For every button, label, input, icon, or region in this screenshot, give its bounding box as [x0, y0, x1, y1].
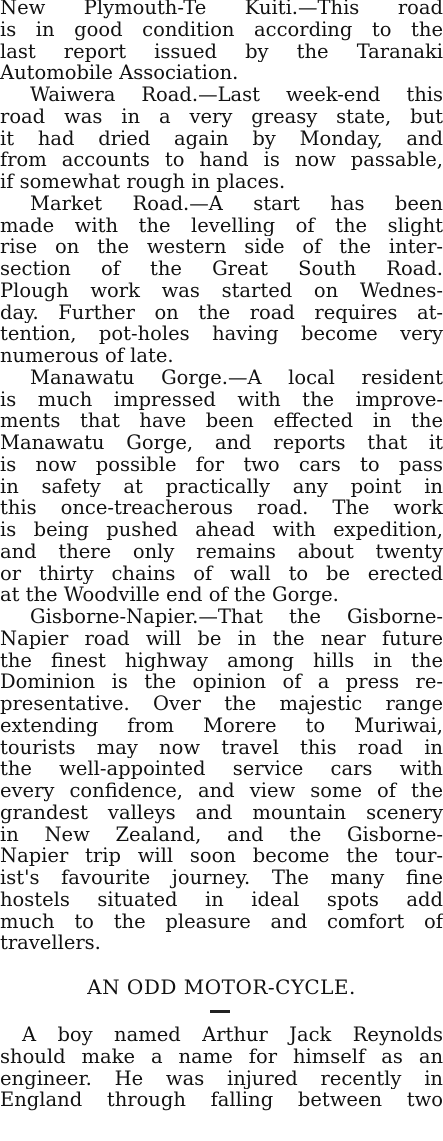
text-line: much to the pleasure and comfort of [0, 910, 443, 933]
text-line: grandest valleys and mountain scenery [0, 801, 443, 824]
text-line: travellers. [0, 932, 101, 954]
text-line: tention, pot-holes having become very [0, 323, 443, 345]
paragraph-gisborne-napier [0, 606, 443, 954]
text-line: this once-treacherous road. The work [0, 497, 443, 519]
text-line: should make a name for himself as an [0, 1045, 443, 1068]
text-line: Napier road will be in the near future [0, 627, 443, 650]
paragraph-manawatu-gorge [0, 367, 443, 606]
paragraph-motor-cycle [0, 1024, 443, 1111]
divider-rule [210, 1010, 230, 1013]
text-line: Automobile Association. [0, 62, 239, 84]
text-line: Gisborne-Napier.—That the Gisborne- [30, 606, 443, 628]
text-line: the finest highway among hills in the [0, 649, 443, 672]
text-line: ments that have been effected in the [0, 410, 443, 432]
paragraph-waiwera-road [0, 84, 443, 193]
text-line: the well-appointed service cars with [0, 758, 443, 780]
text-line: A boy named Arthur Jack Reynolds [22, 1024, 443, 1046]
text-line: is now possible for two cars to pass [0, 453, 443, 476]
text-line: ist's favourite journey. The many fine [0, 867, 443, 889]
text-line: Manawatu Gorge, and reports that it [0, 432, 443, 454]
text-line: hostels situated in ideal spots add [0, 888, 443, 911]
text-line: Dominion is the opinion of a press re- [0, 671, 443, 693]
text-line: numerous of late. [0, 345, 174, 367]
text-line: Napier trip will soon become the tour- [0, 845, 443, 867]
article-heading: AN ODD MOTOR-CYCLE. [87, 975, 356, 999]
paragraph-market-road [0, 193, 443, 367]
text-line: Manawatu Gorge.—A local resident [30, 366, 443, 389]
text-line: it had dried again by Monday, and [0, 127, 443, 150]
text-line: is in good condition according to the [0, 18, 443, 41]
text-line: last report issued by the Taranaki [0, 40, 443, 63]
text-line: at the Woodville end of the Gorge. [0, 584, 339, 606]
text-line: if somewhat rough in places. [0, 171, 286, 193]
text-line: section of the Great South Road. [0, 258, 443, 280]
text-line: day. Further on the road requires at- [0, 301, 443, 324]
text-line: every confidence, and view some of the [0, 780, 443, 802]
text-line: Market Road.—A start has been [30, 192, 443, 215]
text-line: made with the levelling of the slight [0, 214, 443, 237]
text-line: is much impressed with the improve- [0, 388, 443, 411]
paragraph-new-plymouth [0, 0, 443, 84]
text-line: New Plymouth-Te Kuiti.—This road [0, 0, 443, 19]
text-line: in safety at practically any point in [0, 475, 443, 498]
text-line: is being pushed ahead with expedition, [0, 519, 443, 541]
text-line: Plough work was started on Wednes- [0, 279, 443, 302]
text-line: Waiwera Road.—Last week-end this [30, 84, 443, 106]
text-line: England through falling between two [0, 1089, 443, 1111]
text-line: extending from Morere to Muriwai, [0, 714, 443, 737]
text-line: from accounts to hand is now passable, [0, 149, 443, 171]
text-line: rise on the western side of the inter- [0, 236, 443, 258]
heading-divider [0, 1002, 443, 1024]
text-line: or thirty chains of wall to be erected [0, 562, 443, 585]
text-line: and there only remains about twenty [0, 540, 443, 563]
text-line: tourists may now travel this road in [0, 736, 443, 759]
text-line: presentative. Over the majestic range [0, 693, 443, 715]
text-line: engineer. He was injured recently in [0, 1067, 443, 1090]
text-line: road was in a very greasy state, but [0, 105, 443, 128]
text-line: in New Zealand, and the Gisborne- [0, 823, 443, 846]
